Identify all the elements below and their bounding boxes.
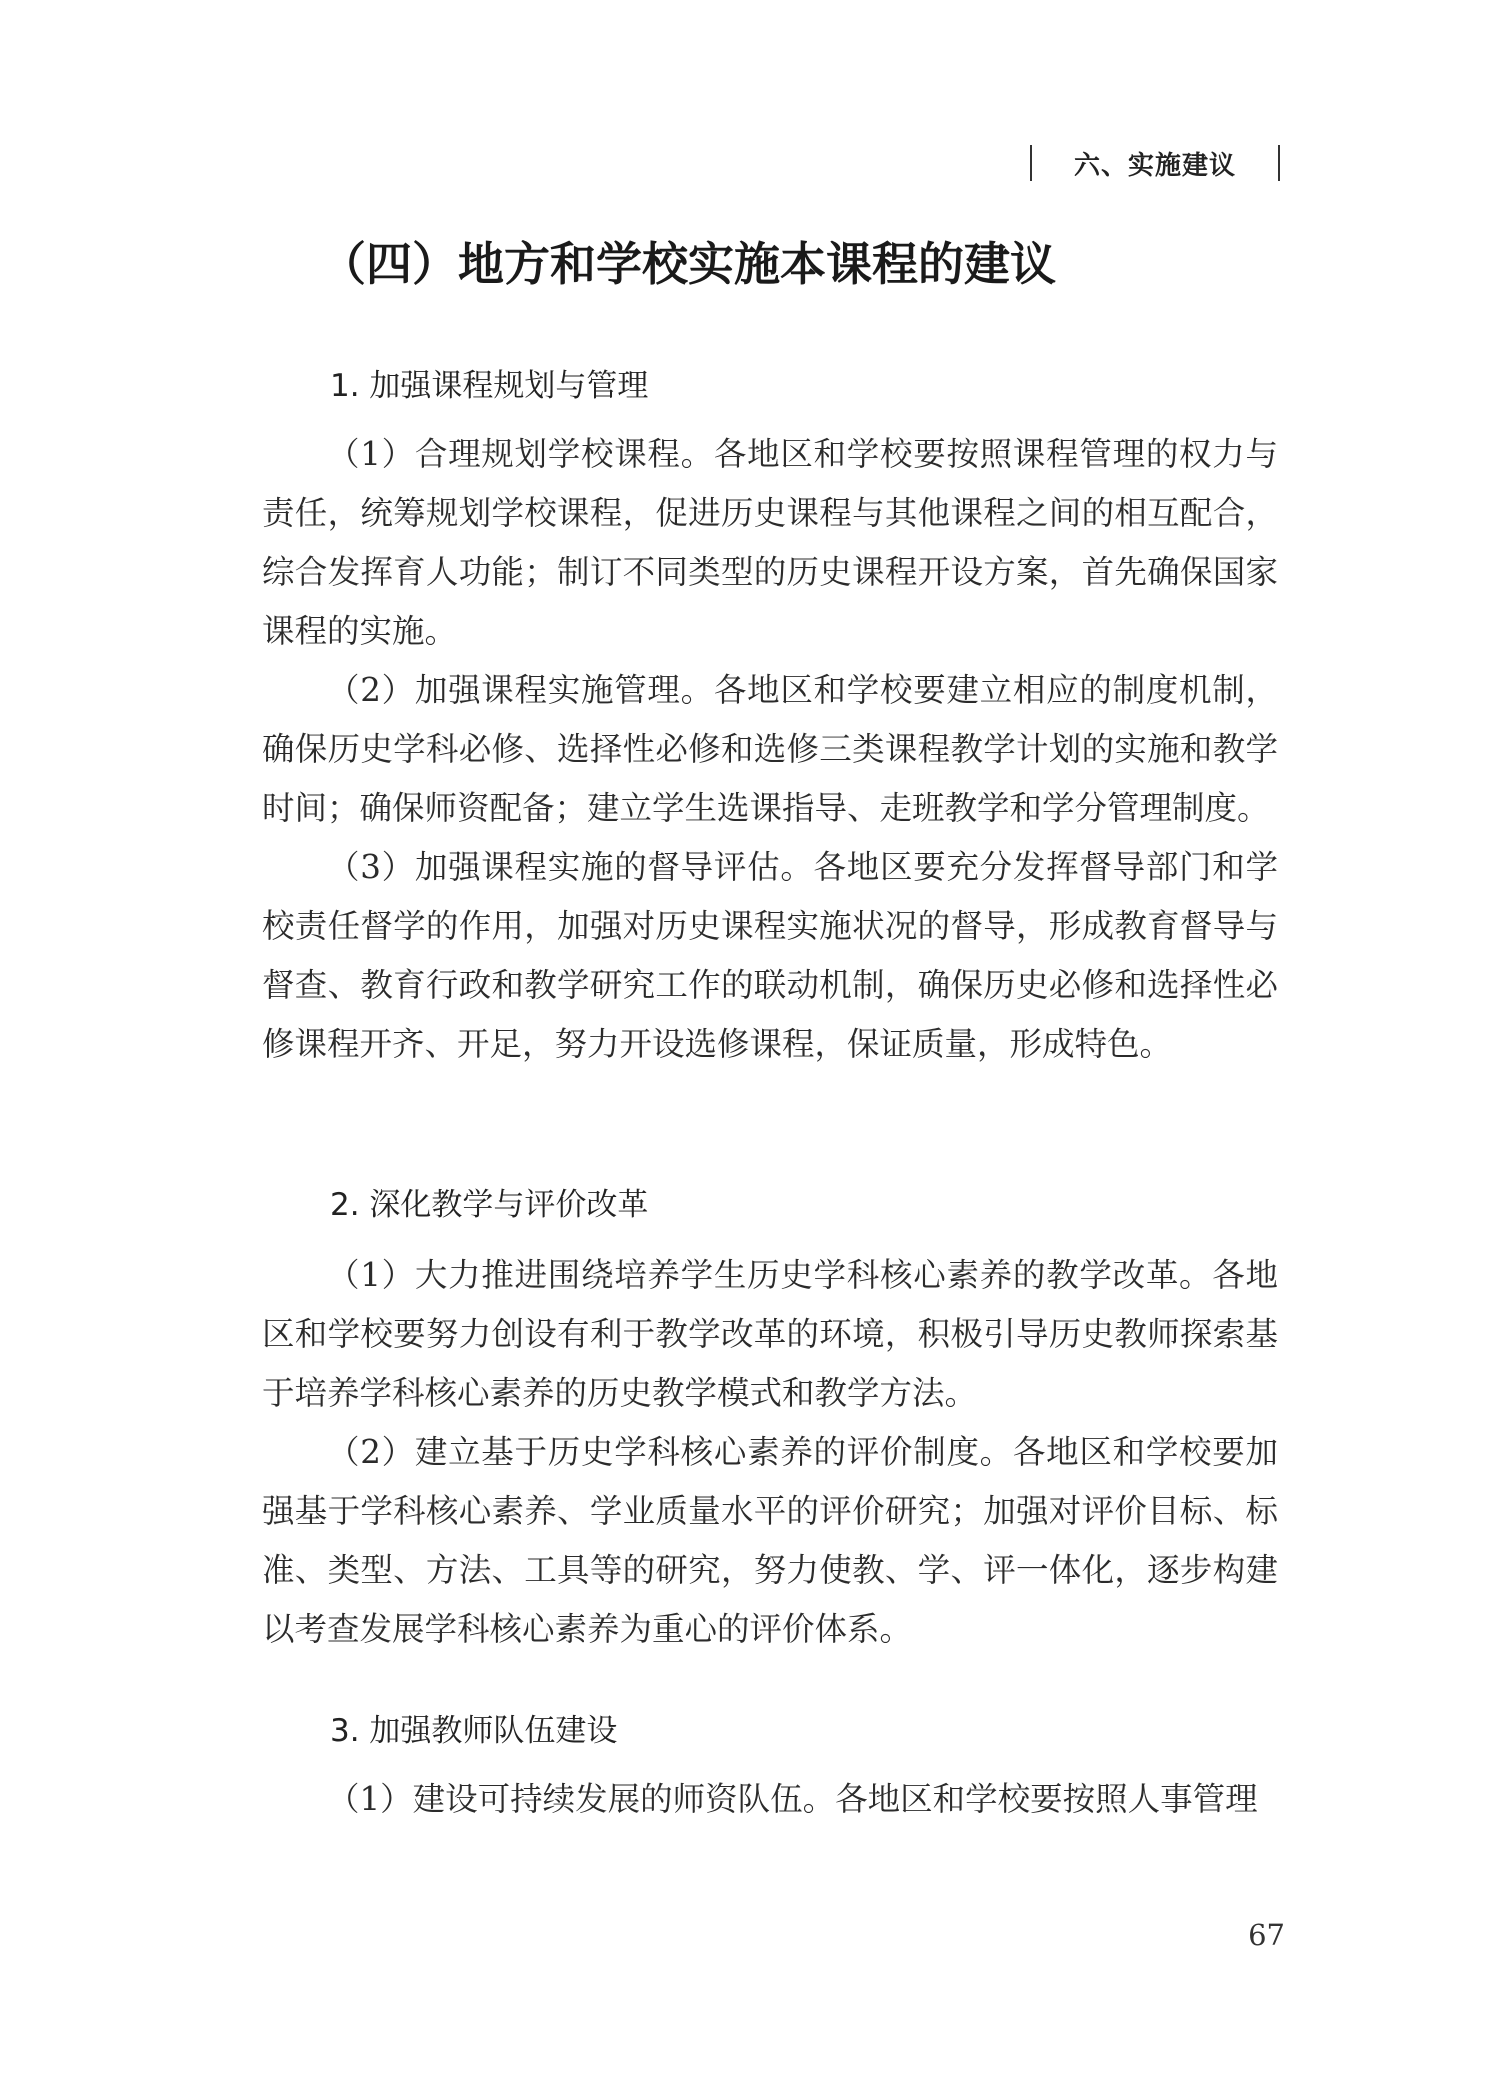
subheading-1: 1. 加强课程规划与管理 <box>330 368 649 404</box>
subheading-3: 3. 加强教师队伍建设 <box>330 1713 618 1749</box>
paragraph: （1）大力推进围绕培养学生历史学科核心素养的教学改革。各地区和学校要努力创设有利于教学改革的环境，积极引导历史教师探索基于培养学科核心素养的历史教学模式和教学方法。 <box>262 1256 1278 1412</box>
paragraph: （1）合理规划学校课程。各地区和学校要按照课程管理的权力与责任，统筹规划学校课程，促进历史课程与其他课程之间的相互配合，综合发挥育人功能；制订不同类型的历史课程开设方案，首先确保国家课程的实施。 <box>262 435 1278 650</box>
paragraph: （1）建设可持续发展的师资队伍。各地区和学校要按照人事管理 <box>327 1780 1258 1818</box>
running-head-text: 六、实施建议 <box>1073 150 1236 181</box>
paragraph: （3）加强课程实施的督导评估。各地区要充分发挥督导部门和学校责任督学的作用，加强对历史课程实施状况的督导，形成教育督导与督查、教育行政和教学研究工作的联动机制，确保历史必修和选择性必修课程开齐、开足，努力开设选修课程，保证质量，形成特色。 <box>262 848 1278 1063</box>
running-head-left-rule <box>1030 145 1032 181</box>
running-head-right-rule <box>1278 145 1280 181</box>
paragraph: （2）加强课程实施管理。各地区和学校要建立相应的制度机制，确保历史学科必修、选择性必修和选修三类课程教学计划的实施和教学时间；确保师资配备；建立学生选课指导、走班教学和学分管理制度。 <box>262 671 1278 827</box>
section-3-body <box>262 1770 1278 1829</box>
page-number: 67 <box>1248 1918 1285 1952</box>
section-title: （四）地方和学校实施本课程的建议 <box>320 237 1056 291</box>
subheading-2: 2. 深化教学与评价改革 <box>330 1187 649 1223</box>
paragraph: （2）建立基于历史学科核心素养的评价制度。各地区和学校要加强基于学科核心素养、学业质量水平的评价研究；加强对评价目标、标准、类型、方法、工具等的研究，努力使教、学、评一体化，逐步构建以考查发展学科核心素养为重心的评价体系。 <box>262 1433 1278 1648</box>
section-2-body <box>262 1246 1278 1659</box>
section-1-body <box>262 425 1278 1074</box>
running-head <box>1030 138 1280 188</box>
